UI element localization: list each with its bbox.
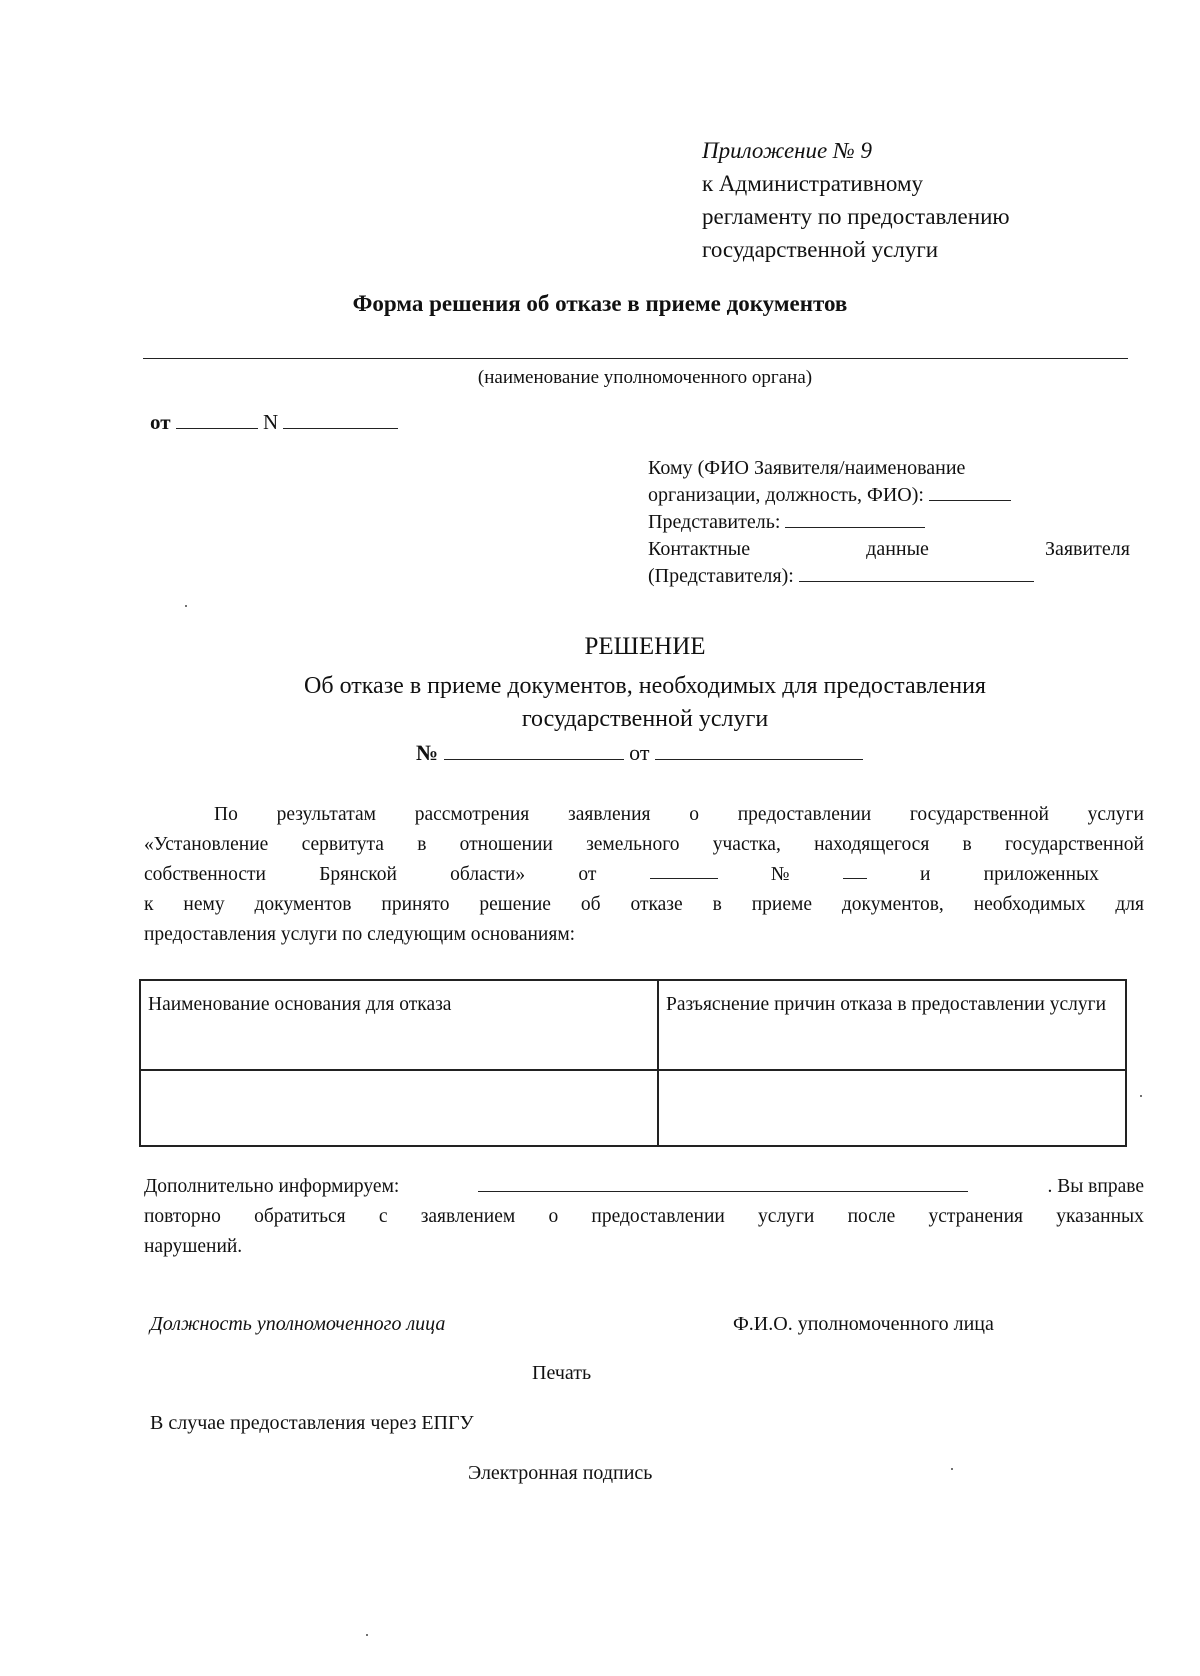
- word: приеме: [751, 894, 812, 915]
- word: заявления: [568, 804, 651, 825]
- recipient-blank: [929, 482, 1011, 501]
- word: предоставлении: [591, 1206, 725, 1227]
- contacts-blank: [799, 563, 1034, 582]
- recipient-line: Кому (ФИО Заявителя/наименование: [648, 457, 966, 479]
- word: земельного: [586, 834, 680, 855]
- word: от: [578, 864, 597, 885]
- word: По: [214, 804, 238, 825]
- paragraph-line: [144, 830, 1144, 860]
- table-header-cell: Разъяснение причин отказа в предоставлении услуги: [658, 980, 1126, 1070]
- reasons-table: [139, 979, 1127, 1147]
- additional-info-tail: . Вы вправе: [1047, 1176, 1144, 1197]
- appendix-line: Приложение № 9: [702, 138, 872, 163]
- table-row: [140, 1070, 1126, 1146]
- appendix-line: государственной услуги: [702, 237, 939, 262]
- position-label: Должность уполномоченного лица: [150, 1313, 446, 1335]
- additional-info-label: Дополнительно информируем:: [144, 1176, 400, 1197]
- word: необходимых: [973, 894, 1086, 915]
- date-blank: [176, 410, 258, 429]
- decision-date-label: от: [629, 740, 650, 765]
- word: сервитута: [301, 834, 384, 855]
- decision-number-label: №: [416, 740, 439, 765]
- additional-info-line: нарушений.: [144, 1236, 243, 1257]
- word: в: [417, 834, 427, 855]
- word: после: [847, 1206, 896, 1227]
- word: заявлением: [420, 1206, 516, 1227]
- e-signature-label: Электронная подпись: [468, 1462, 653, 1484]
- scan-speck: [951, 1468, 953, 1470]
- paragraph-line: [144, 890, 1144, 920]
- word: предоставлении: [737, 804, 872, 825]
- form-title: Форма решения об отказе в приеме документов: [352, 291, 848, 316]
- paragraph-line: [144, 800, 1144, 830]
- word: №: [770, 864, 790, 885]
- word: государственной: [1005, 834, 1144, 855]
- additional-info-line: [144, 1202, 1144, 1232]
- application-number-blank: [843, 860, 867, 879]
- word: к: [144, 894, 154, 915]
- representative-blank: [785, 509, 925, 528]
- word: об: [580, 894, 601, 915]
- decision-title: РЕШЕНИЕ: [584, 633, 706, 660]
- table-header-cell: Наименование основания для отказа: [140, 980, 658, 1070]
- word: Контактные: [648, 538, 751, 560]
- word: в: [712, 894, 722, 915]
- representative-label: Представитель:: [648, 511, 781, 533]
- word: нему: [183, 894, 225, 915]
- stamp-label: Печать: [532, 1362, 592, 1384]
- from-number-line: [150, 410, 398, 435]
- word: повторно: [144, 1206, 221, 1227]
- appendix-line: к Административному: [702, 171, 924, 196]
- recipient-line: [648, 482, 1130, 509]
- contacts-line: [648, 536, 1130, 563]
- word: услуги: [758, 1206, 815, 1227]
- word: отношении: [459, 834, 553, 855]
- number-blank: [283, 410, 398, 429]
- word: результатам: [276, 804, 376, 825]
- word: обратиться: [254, 1206, 346, 1227]
- word: для: [1115, 894, 1144, 915]
- word: государственной: [909, 804, 1049, 825]
- appendix-line: регламенту по предоставлению: [702, 204, 1010, 229]
- word: данные: [866, 538, 929, 560]
- word: рассмотрения: [414, 804, 530, 825]
- word: и: [919, 864, 931, 885]
- word: области»: [450, 864, 526, 885]
- word: участка,: [712, 834, 781, 855]
- word: с: [378, 1206, 388, 1227]
- additional-info: [144, 1172, 1144, 1262]
- representative-contacts-label: (Представителя):: [648, 565, 794, 587]
- word: «Установление: [144, 834, 269, 855]
- decision-subtitle: [0, 670, 1200, 736]
- recipient-line: [648, 509, 1130, 536]
- authority-caption: (наименование уполномоченного органа): [477, 367, 813, 388]
- scan-speck: [1140, 1095, 1142, 1097]
- recipient-org-label: организации, должность, ФИО):: [648, 484, 924, 506]
- word: документов: [254, 894, 352, 915]
- paragraph-line: [144, 860, 1144, 890]
- word: устранения: [928, 1206, 1024, 1227]
- body-paragraph: [144, 800, 1144, 950]
- decision-subtitle-line: Об отказе в приеме документов, необходимых для предоставления: [304, 673, 986, 699]
- application-date-blank: [650, 860, 718, 879]
- word: приложенных: [983, 864, 1099, 885]
- additional-info-blank: [478, 1173, 968, 1192]
- number-label: N: [263, 410, 279, 434]
- decision-number-line: [416, 740, 863, 766]
- word: Заявителя: [1044, 538, 1130, 560]
- word: отказе: [630, 894, 683, 915]
- word: документов,: [841, 894, 944, 915]
- decision-subtitle-line: государственной услуги: [521, 706, 769, 732]
- word: в: [962, 834, 972, 855]
- scan-speck: [185, 605, 187, 607]
- word: принято: [381, 894, 450, 915]
- epgu-note: В случае предоставления через ЕПГУ: [150, 1412, 474, 1434]
- authority-name-line: [143, 358, 1128, 359]
- decision-number-blank: [444, 741, 624, 760]
- from-label: от: [150, 410, 171, 434]
- word: указанных: [1056, 1206, 1144, 1227]
- paragraph-line: предоставления услуги по следующим основаниям:: [144, 924, 576, 945]
- word: о: [548, 1206, 559, 1227]
- table-cell[interactable]: [658, 1070, 1126, 1146]
- table-cell[interactable]: [140, 1070, 658, 1146]
- word: о: [689, 804, 699, 825]
- word: собственности: [144, 864, 266, 885]
- recipient-line: [648, 563, 1130, 590]
- recipient-block: [648, 455, 1130, 590]
- word: Брянской: [319, 864, 397, 885]
- word: услуги: [1087, 804, 1144, 825]
- appendix-reference: [702, 134, 1010, 266]
- decision-date-blank: [655, 741, 863, 760]
- word: решение: [479, 894, 551, 915]
- scan-speck: [366, 1634, 368, 1636]
- word: находящегося: [814, 834, 930, 855]
- additional-info-line: [144, 1172, 1144, 1202]
- table-header-row: [140, 980, 1126, 1070]
- name-label: Ф.И.О. уполномоченного лица: [733, 1313, 994, 1335]
